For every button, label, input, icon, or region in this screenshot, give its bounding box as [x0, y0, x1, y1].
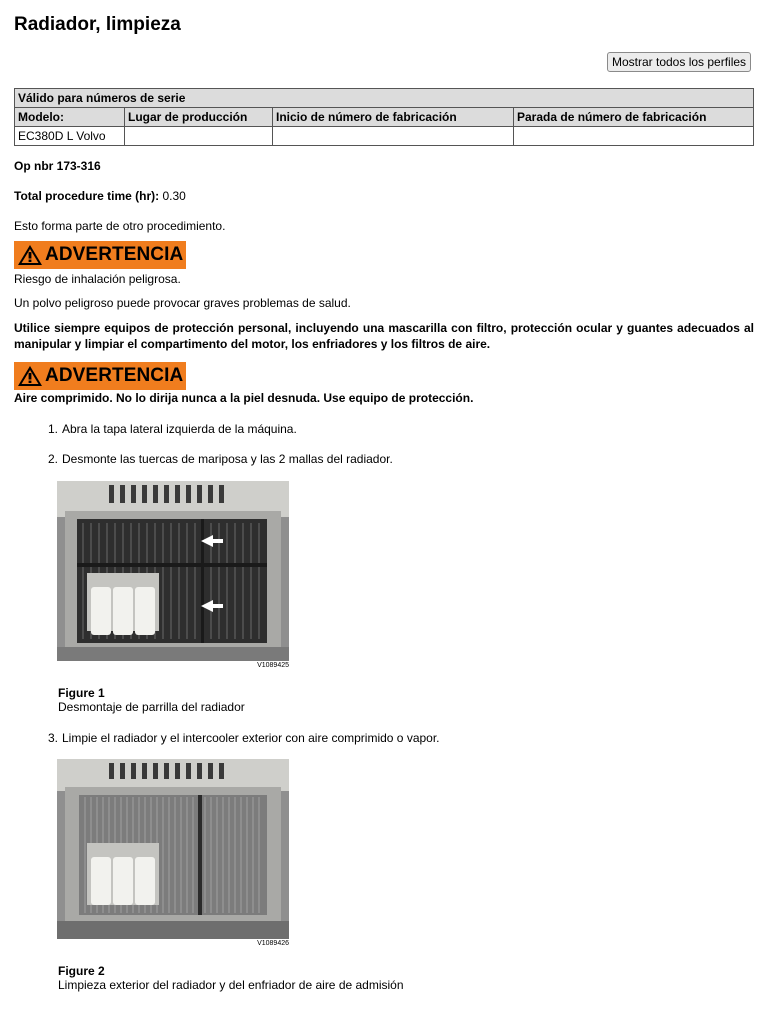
- warning-2-instruction: Aire comprimido. No lo dirija nunca a la piel desnuda. Use equipo de protección.: [14, 391, 474, 405]
- show-all-profiles-button[interactable]: Mostrar todos los perfiles: [607, 52, 751, 72]
- list-item: [40, 731, 440, 745]
- step-number: 1.: [47, 422, 58, 436]
- warning-1-hazard: Riesgo de inhalación peligrosa.: [14, 272, 181, 286]
- step-text: Desmonte las tuercas de mariposa y las 2 mallas del radiador.: [62, 452, 393, 466]
- figure-2-caption: [58, 964, 404, 992]
- op-number: Op nbr 173-316: [14, 159, 101, 173]
- step-number: 2.: [47, 452, 58, 466]
- warning-triangle-icon: [17, 244, 43, 266]
- image-code: V1089425: [257, 662, 289, 669]
- cell-start-serial: [273, 127, 514, 146]
- image-code: V1089426: [257, 940, 289, 947]
- cell-model: EC380D L Volvo: [15, 127, 125, 146]
- radiator-cleaning-photo: [57, 759, 289, 939]
- serial-number-table: [14, 88, 754, 146]
- warning-1-instruction: Utilice siempre equipos de protección personal, incluyendo una mascarilla con filtro, protección ocular y guantes adecuados al manipular y limpiar el compartimento del motor, los enfriadores y los filtros de aire.: [14, 321, 754, 351]
- cell-stop-serial: [514, 127, 754, 146]
- cell-production-site: [125, 127, 273, 146]
- figure-label: Figure 2: [58, 964, 105, 978]
- part-of-procedure-note: Esto forma parte de otro procedimiento.: [14, 219, 226, 233]
- step-text: Limpie el radiador y el intercooler exterior con aire comprimido o vapor.: [62, 731, 440, 745]
- total-time-value: 0.30: [162, 189, 186, 203]
- figure-2: [57, 759, 289, 947]
- warning-banner: [14, 241, 186, 269]
- col-header-model: Modelo:: [15, 108, 125, 127]
- figure-caption: Limpieza exterior del radiador y del enfriador de aire de admisión: [58, 978, 404, 992]
- warning-banner: [14, 362, 186, 390]
- step-text: Abra la tapa lateral izquierda de la máquina.: [62, 422, 297, 436]
- serial-table-title: Válido para números de serie: [15, 89, 754, 108]
- list-item: [40, 452, 393, 466]
- total-time-label: Total procedure time (hr):: [14, 189, 160, 203]
- warning-label: ADVERTENCIA: [45, 244, 184, 265]
- step-number: 3.: [47, 731, 58, 745]
- total-procedure-time: [14, 189, 186, 203]
- figure-label: Figure 1: [58, 686, 105, 700]
- figure-1: [57, 481, 289, 669]
- figure-1-caption: [58, 686, 245, 714]
- col-header-start-serial: Inicio de número de fabricación: [273, 108, 514, 127]
- radiator-grille-photo: [57, 481, 289, 661]
- warning-1-consequence: Un polvo peligroso puede provocar graves problemas de salud.: [14, 296, 351, 310]
- list-item: [40, 422, 297, 436]
- col-header-production-site: Lugar de producción: [125, 108, 273, 127]
- page-title: Radiador, limpieza: [14, 14, 181, 35]
- warning-triangle-icon: [17, 365, 43, 387]
- figure-caption: Desmontaje de parrilla del radiador: [58, 700, 245, 714]
- table-row: [15, 127, 754, 146]
- col-header-stop-serial: Parada de número de fabricación: [514, 108, 754, 127]
- warning-label: ADVERTENCIA: [45, 365, 184, 386]
